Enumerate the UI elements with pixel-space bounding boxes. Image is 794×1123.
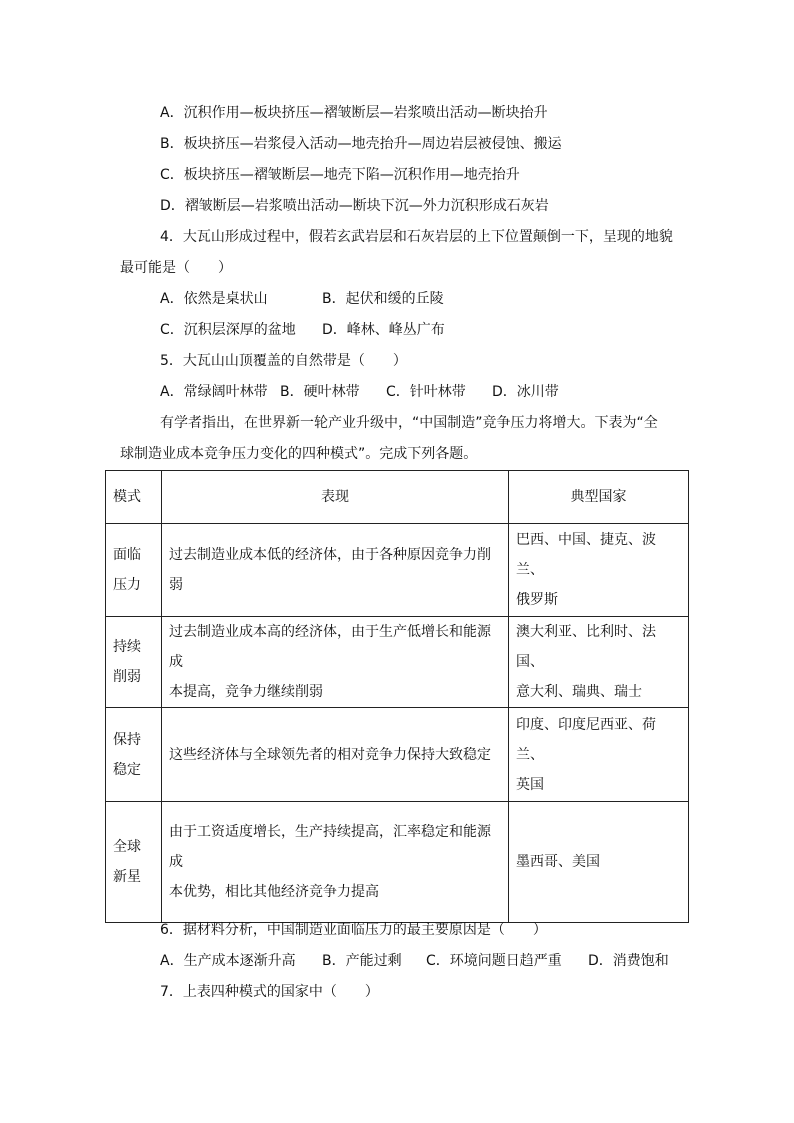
q5-options: [160, 382, 559, 402]
q4-option-d: D．峰林、峰丛广布: [322, 322, 445, 338]
desc-line: 过去制造业成本低的经济体，由于各种原因竞争力削弱: [169, 547, 491, 593]
q4-option-c: C．沉积层深厚的盆地: [160, 322, 296, 338]
intro-line1: 有学者指出，在世界新一轮产业升级中，“中国制造”竞争压力将增大。下表为“全: [160, 415, 658, 431]
desc-line: 本提高，竞争力继续削弱: [169, 684, 323, 700]
desc-line: 本优势，相比其他经济竞争力提高: [169, 884, 379, 900]
row-desc: [162, 802, 509, 923]
countries-line: 澳大利亚、比利时、法国、: [516, 624, 656, 670]
q4-options-row1: [160, 289, 444, 309]
desc-line: 过去制造业成本高的经济体，由于生产低增长和能源成: [169, 624, 491, 670]
intro-line2: 球制造业成本竞争压力变化的四种模式”。完成下列各题。: [120, 446, 478, 462]
mode-table: [105, 470, 689, 923]
q4-option-b: B．起伏和缓的丘陵: [322, 291, 444, 307]
mode-label-line: 持续: [113, 639, 141, 655]
q3-option-c: C．板块挤压—褶皱断层—地壳下陷—沉积作用—地壳抬升: [160, 167, 520, 183]
mode-label-line: 保持: [113, 731, 141, 748]
table-row: [106, 802, 689, 923]
row-mode: [106, 524, 162, 617]
mode-label-line: 稳定: [113, 761, 141, 778]
row-mode: [106, 617, 162, 708]
row-mode: [106, 802, 162, 923]
q6-options: [160, 951, 669, 971]
q5-stem: 5．大瓦山山顶覆盖的自然带是（ ）: [160, 353, 407, 369]
mode-label-line: 压力: [113, 577, 141, 593]
header-mode: 模式: [106, 471, 162, 524]
row-mode: [106, 708, 162, 802]
q4-option-a: A．依然是桌状山: [160, 291, 268, 307]
q6-stem: 6．据材料分析，中国制造业面临压力的最主要原因是（ ）: [160, 922, 547, 938]
countries-line: 墨西哥、美国: [516, 854, 600, 870]
q6-option-b: B．产能过剩: [322, 953, 402, 969]
table-header-row: [106, 471, 689, 524]
countries-line: 印度、印度尼西亚、荷兰、: [516, 716, 656, 763]
q5-option-b: B．硬叶林带: [280, 384, 360, 400]
q5-option-c: C．针叶林带: [386, 384, 466, 400]
q4-options-row2: [160, 320, 445, 340]
row-countries: [509, 524, 689, 617]
table-row: [106, 524, 689, 617]
countries-line: 俄罗斯: [516, 592, 558, 608]
q4-stem-line1: 4．大瓦山形成过程中，假若玄武岩层和石灰岩层的上下位置颠倒一下，呈现的地貌: [160, 229, 673, 245]
countries-line: 巴西、中国、捷克、波兰、: [516, 532, 656, 578]
header-desc: 表现: [162, 471, 509, 524]
q7-stem: 7．上表四种模式的国家中（ ）: [160, 984, 379, 1000]
row-desc: [162, 524, 509, 617]
q3-option-d: D．褶皱断层—岩浆喷出活动—断块下沉—外力沉积形成石灰岩: [160, 198, 549, 214]
q6-option-d: D．消费饱和: [588, 953, 669, 969]
countries-line: 英国: [516, 776, 544, 793]
mode-label-line: 削弱: [113, 669, 141, 685]
table-row: [106, 617, 689, 708]
row-desc: [162, 617, 509, 708]
q3-option-b: B．板块挤压—岩浆侵入活动—地壳抬升—周边岩层被侵蚀、搬运: [160, 136, 562, 152]
row-countries: [509, 617, 689, 708]
q4-stem-line2: 最可能是（ ）: [120, 260, 232, 276]
desc-line: 这些经济体与全球领先者的相对竞争力保持大致稳定: [169, 746, 491, 763]
desc-line: 由于工资适度增长，生产持续提高，汇率稳定和能源成: [169, 824, 491, 870]
q6-option-a: A．生产成本逐渐升高: [160, 953, 296, 969]
mode-label-line: 面临: [113, 547, 141, 563]
mode-label-line: 全球: [113, 839, 141, 855]
row-desc: [162, 708, 509, 802]
table-row: [106, 708, 689, 802]
q5-option-d: D．冰川带: [492, 384, 559, 400]
countries-line: 意大利、瑞典、瑞士: [516, 684, 642, 700]
mode-label-line: 新星: [113, 869, 141, 885]
row-countries: [509, 708, 689, 802]
q5-option-a: A．常绿阔叶林带: [160, 384, 268, 400]
q6-option-c: C．环境问题日趋严重: [426, 953, 562, 969]
header-countries: 典型国家: [509, 471, 689, 524]
q3-option-a: A．沉积作用—板块挤压—褶皱断层—岩浆喷出活动—断块抬升: [160, 105, 548, 121]
row-countries: [509, 802, 689, 923]
